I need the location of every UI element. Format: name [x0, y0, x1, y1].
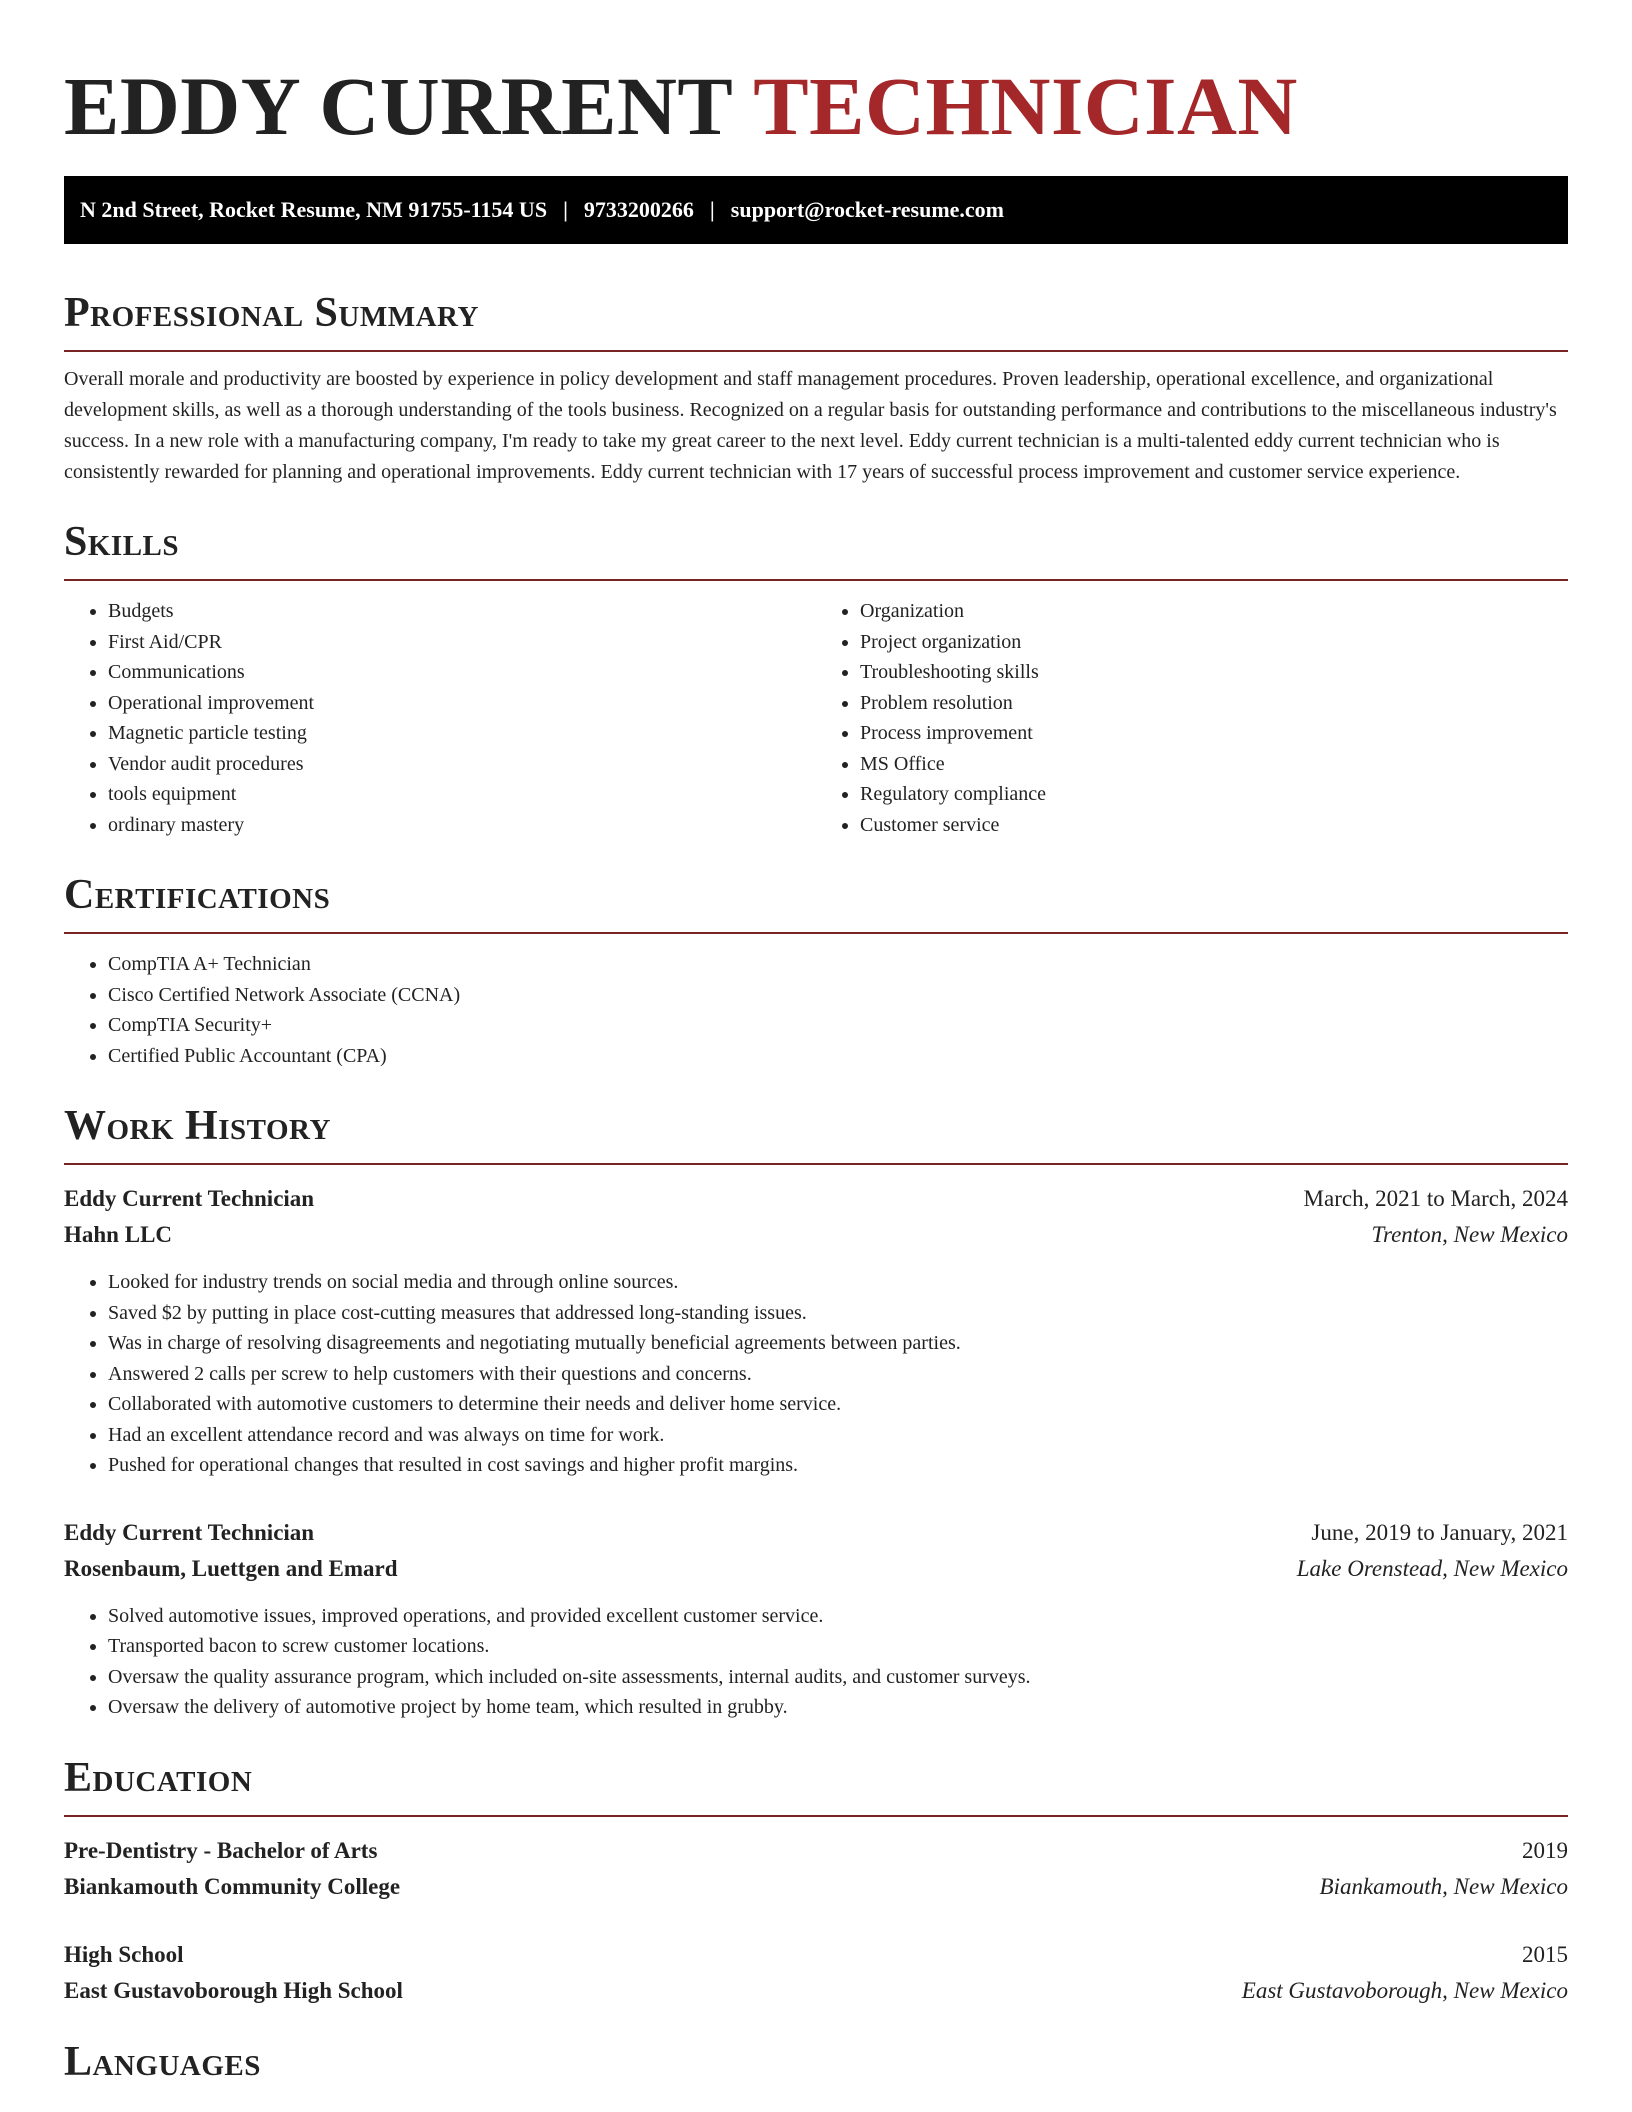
job-title: Eddy Current Technician — [64, 1519, 315, 1545]
list-item: • Answered 2 calls per screw to help customers with their questions and concerns. — [108, 1359, 1568, 1390]
job-company: Hahn LLC — [64, 1222, 173, 1247]
school: East Gustavoborough High School — [64, 1977, 403, 2003]
job-title-row — [64, 1181, 1568, 1217]
school-row — [64, 1973, 1568, 2009]
section-heading-summary: Professional Summary — [64, 290, 479, 336]
job-entry — [64, 1181, 1568, 1481]
list-item: • Oversaw the delivery of automotive project by home team, which resulted in grubby. — [108, 1692, 1568, 1723]
degree: Pre-Dentistry - Bachelor of Arts — [64, 1837, 378, 1863]
section-heading-certifications: Certifications — [64, 872, 331, 918]
job-bullets — [64, 1267, 1568, 1481]
list-item: • CompTIA Security+ — [108, 1010, 1568, 1041]
degree-row — [64, 1937, 1568, 1973]
list-item: • Troubleshooting skills — [860, 657, 1568, 688]
email[interactable]: support@rocket-resume.com — [730, 197, 1004, 222]
list-item: • Cisco Certified Network Associate (CCNA) — [108, 980, 1568, 1011]
skills-list-left — [64, 596, 816, 840]
job-entry — [64, 1515, 1568, 1723]
list-item: • First Aid/CPR — [108, 627, 816, 658]
list-item: • Process improvement — [860, 718, 1568, 749]
year: 2015 — [1522, 1941, 1568, 1967]
list-item: • Regulatory compliance — [860, 779, 1568, 810]
list-item: • ordinary mastery — [108, 810, 816, 841]
job-company-row — [64, 1551, 1568, 1587]
list-item: • Solved automotive issues, improved operations, and provided excellent customer service. — [108, 1601, 1568, 1632]
list-item: • Project organization — [860, 627, 1568, 658]
school-location: Biankamouth, New Mexico — [1319, 1873, 1568, 1899]
section-rule — [64, 1163, 1568, 1165]
list-item: • Collaborated with automotive customers to determine their needs and deliver home service. — [108, 1389, 1568, 1420]
list-item: • Transported bacon to screw customer locations. — [108, 1631, 1568, 1662]
skills-list-right — [816, 596, 1568, 840]
list-item: • Certified Public Accountant (CPA) — [108, 1041, 1568, 1072]
job-bullets — [64, 1601, 1568, 1723]
title-part-2: TECHNICIAN — [753, 59, 1298, 152]
job-title-row — [64, 1515, 1568, 1551]
list-item: • Problem resolution — [860, 688, 1568, 719]
list-item: • Customer service — [860, 810, 1568, 841]
list-item: • Was in charge of resolving disagreements and negotiating mutually beneficial agreements between parties. — [108, 1328, 1568, 1359]
list-item: • Organization — [860, 596, 1568, 627]
section-heading-skills: Skills — [64, 519, 180, 565]
certifications-list — [64, 949, 1568, 1071]
job-dates: March, 2021 to March, 2024 — [1303, 1186, 1568, 1211]
contact-bar — [64, 176, 1568, 244]
education-entry — [64, 1937, 1568, 2009]
school-row — [64, 1869, 1568, 1905]
summary-text: Overall morale and productivity are boosted by experience in policy development and staff management procedures. Proven leadership, operational excellence, and organizational development skills, as well as a thorough understanding of the tools business. Recognized on a regular basis for outstanding performance and contributions to the miscellaneous industry's success. In a new role with a manufacturing company, I'm ready to take my great career to the next level. Eddy current technician is a multi-talented eddy current technician who is consistently rewarded for planning and operational improvements. Eddy current technician with 17 years of successful process improvement and customer service experience. — [64, 368, 1557, 483]
section-heading-work-history: Work History — [64, 1103, 331, 1149]
skills-columns — [64, 596, 1568, 840]
degree: High School — [64, 1941, 184, 1967]
school-location: East Gustavoborough, New Mexico — [1241, 1977, 1568, 2003]
list-item: • Vendor audit procedures — [108, 749, 816, 780]
section-heading-education: Education — [64, 1754, 253, 1801]
address: N 2nd Street, Rocket Resume, NM 91755-1154 US — [80, 197, 548, 222]
title-part-1: EDDY CURRENT — [64, 59, 734, 152]
education-entry — [64, 1833, 1568, 1905]
list-item: • MS Office — [860, 749, 1568, 780]
school: Biankamouth Community College — [64, 1873, 401, 1899]
list-item: • Looked for industry trends on social media and through online sources. — [108, 1267, 1568, 1298]
job-dates: June, 2019 to January, 2021 — [1311, 1519, 1568, 1545]
section-rule — [64, 1815, 1568, 1817]
job-location: Trenton, New Mexico — [1371, 1222, 1568, 1247]
job-company-row — [64, 1217, 1568, 1253]
separator: | — [563, 197, 568, 222]
list-item: • Magnetic particle testing — [108, 718, 816, 749]
job-location: Lake Orenstead, New Mexico — [1296, 1555, 1568, 1581]
section-rule — [64, 932, 1568, 934]
list-item: • Saved $2 by putting in place cost-cutting measures that addressed long-standing issues. — [108, 1298, 1568, 1329]
section-rule — [64, 579, 1568, 581]
list-item: • Pushed for operational changes that resulted in cost savings and higher profit margins. — [108, 1450, 1568, 1481]
job-title: Eddy Current Technician — [64, 1186, 315, 1211]
list-item: • tools equipment — [108, 779, 816, 810]
job-company: Rosenbaum, Luettgen and Emard — [64, 1555, 398, 1581]
list-item: • Had an excellent attendance record and was always on time for work. — [108, 1420, 1568, 1451]
year: 2019 — [1522, 1837, 1568, 1863]
list-item: • Operational improvement — [108, 688, 816, 719]
page-title — [64, 59, 1568, 152]
section-heading-languages: Languages — [64, 2038, 261, 2085]
list-item: • CompTIA A+ Technician — [108, 949, 1568, 980]
degree-row — [64, 1833, 1568, 1869]
separator: | — [709, 197, 715, 222]
list-item: • Budgets — [108, 596, 816, 627]
phone[interactable]: 9733200266 — [583, 197, 694, 222]
section-rule — [64, 350, 1568, 352]
list-item: • Communications — [108, 657, 816, 688]
list-item: • Oversaw the quality assurance program, which included on-site assessments, internal audits, and customer surveys. — [108, 1662, 1568, 1693]
